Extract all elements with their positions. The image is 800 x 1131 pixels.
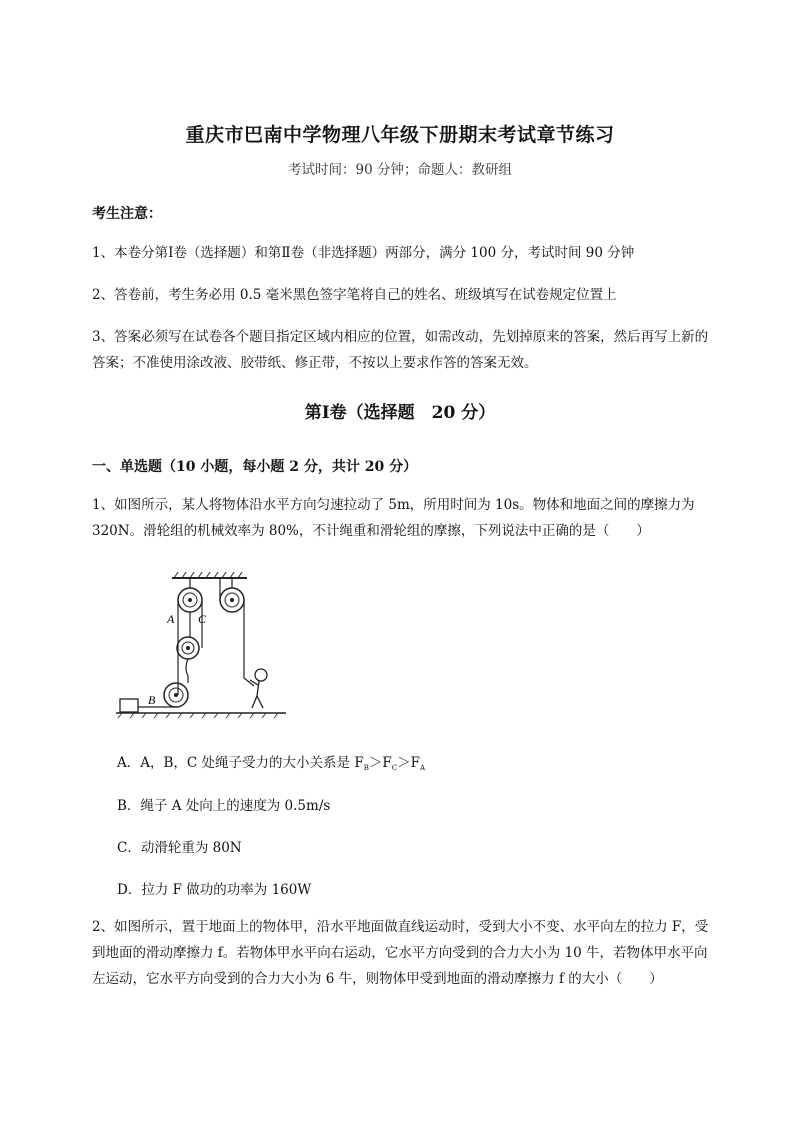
pulley-system-figure xyxy=(112,568,292,723)
section-subheading: 一、单选题（10 小题，每小题 2 分，共计 20 分） xyxy=(92,459,418,475)
figure-label-a: A xyxy=(167,612,175,626)
question-1-option-b[interactable]: B．绳子 A 处向上的速度为 0.5m/s xyxy=(117,798,331,814)
section-title: 第Ⅰ卷（选择题 20 分） xyxy=(304,403,496,423)
page-title: 重庆市巴南中学物理八年级下册期末考试章节练习 xyxy=(185,124,615,146)
notice-item-2: 2、答卷前，考生务必用 0.5 毫米黑色签字笔将自己的姓名、班级填写在试卷规定位置上 xyxy=(92,287,617,303)
page-subtitle: 考试时间：90 分钟；命题人：教研组 xyxy=(288,162,512,178)
figure-label-c: C xyxy=(198,612,207,626)
question-1-option-d[interactable]: D．拉力 F 做功的功率为 160W xyxy=(117,882,312,898)
notice-item-3: 3、答案必须写在试卷各个题目指定区域内相应的位置，如需改动，先划掉原来的答案，然后再写上新的答案；不准使用涂改液、胶带纸、修正带，不按以上要求作答的答案无效。 xyxy=(92,329,709,371)
notice-item-1: 1、本卷分第Ⅰ卷（选择题）和第Ⅱ卷（非选择题）两部分，满分 100 分，考试时间 90 分钟 xyxy=(92,245,635,261)
question-1-option-c[interactable]: C．动滑轮重为 80N xyxy=(117,840,242,856)
notice-heading: 考生注意： xyxy=(92,206,162,222)
question-2-stem: 2、如图所示，置于地面上的物体甲，沿水平地面做直线运动时，受到大小不变、水平向左的拉力 F，受到地面的滑动摩擦力 f。若物体甲水平向右运动，它水平方向受到的合力大小为 10 牛，若物体甲水平向左运动，它水平方向受到的合力大小为 6 牛，则物体甲受到地面的滑动摩擦力 f 的大小（ ） xyxy=(92,919,709,987)
question-1-stem: 1、如图所示，某人将物体沿水平方向匀速拉动了 5m，所用时间为 10s。物体和地面之间的摩擦力为 320N。滑轮组的机械效率为 80%，不计绳重和滑轮组的摩擦，下列说法中正确的是（ ） xyxy=(92,497,695,539)
question-1-option-a[interactable]: A．A，B，C 处绳子受力的大小关系是 $F_B>F_C>F_A$ xyxy=(117,755,426,772)
figure-label-b: B xyxy=(148,693,156,707)
